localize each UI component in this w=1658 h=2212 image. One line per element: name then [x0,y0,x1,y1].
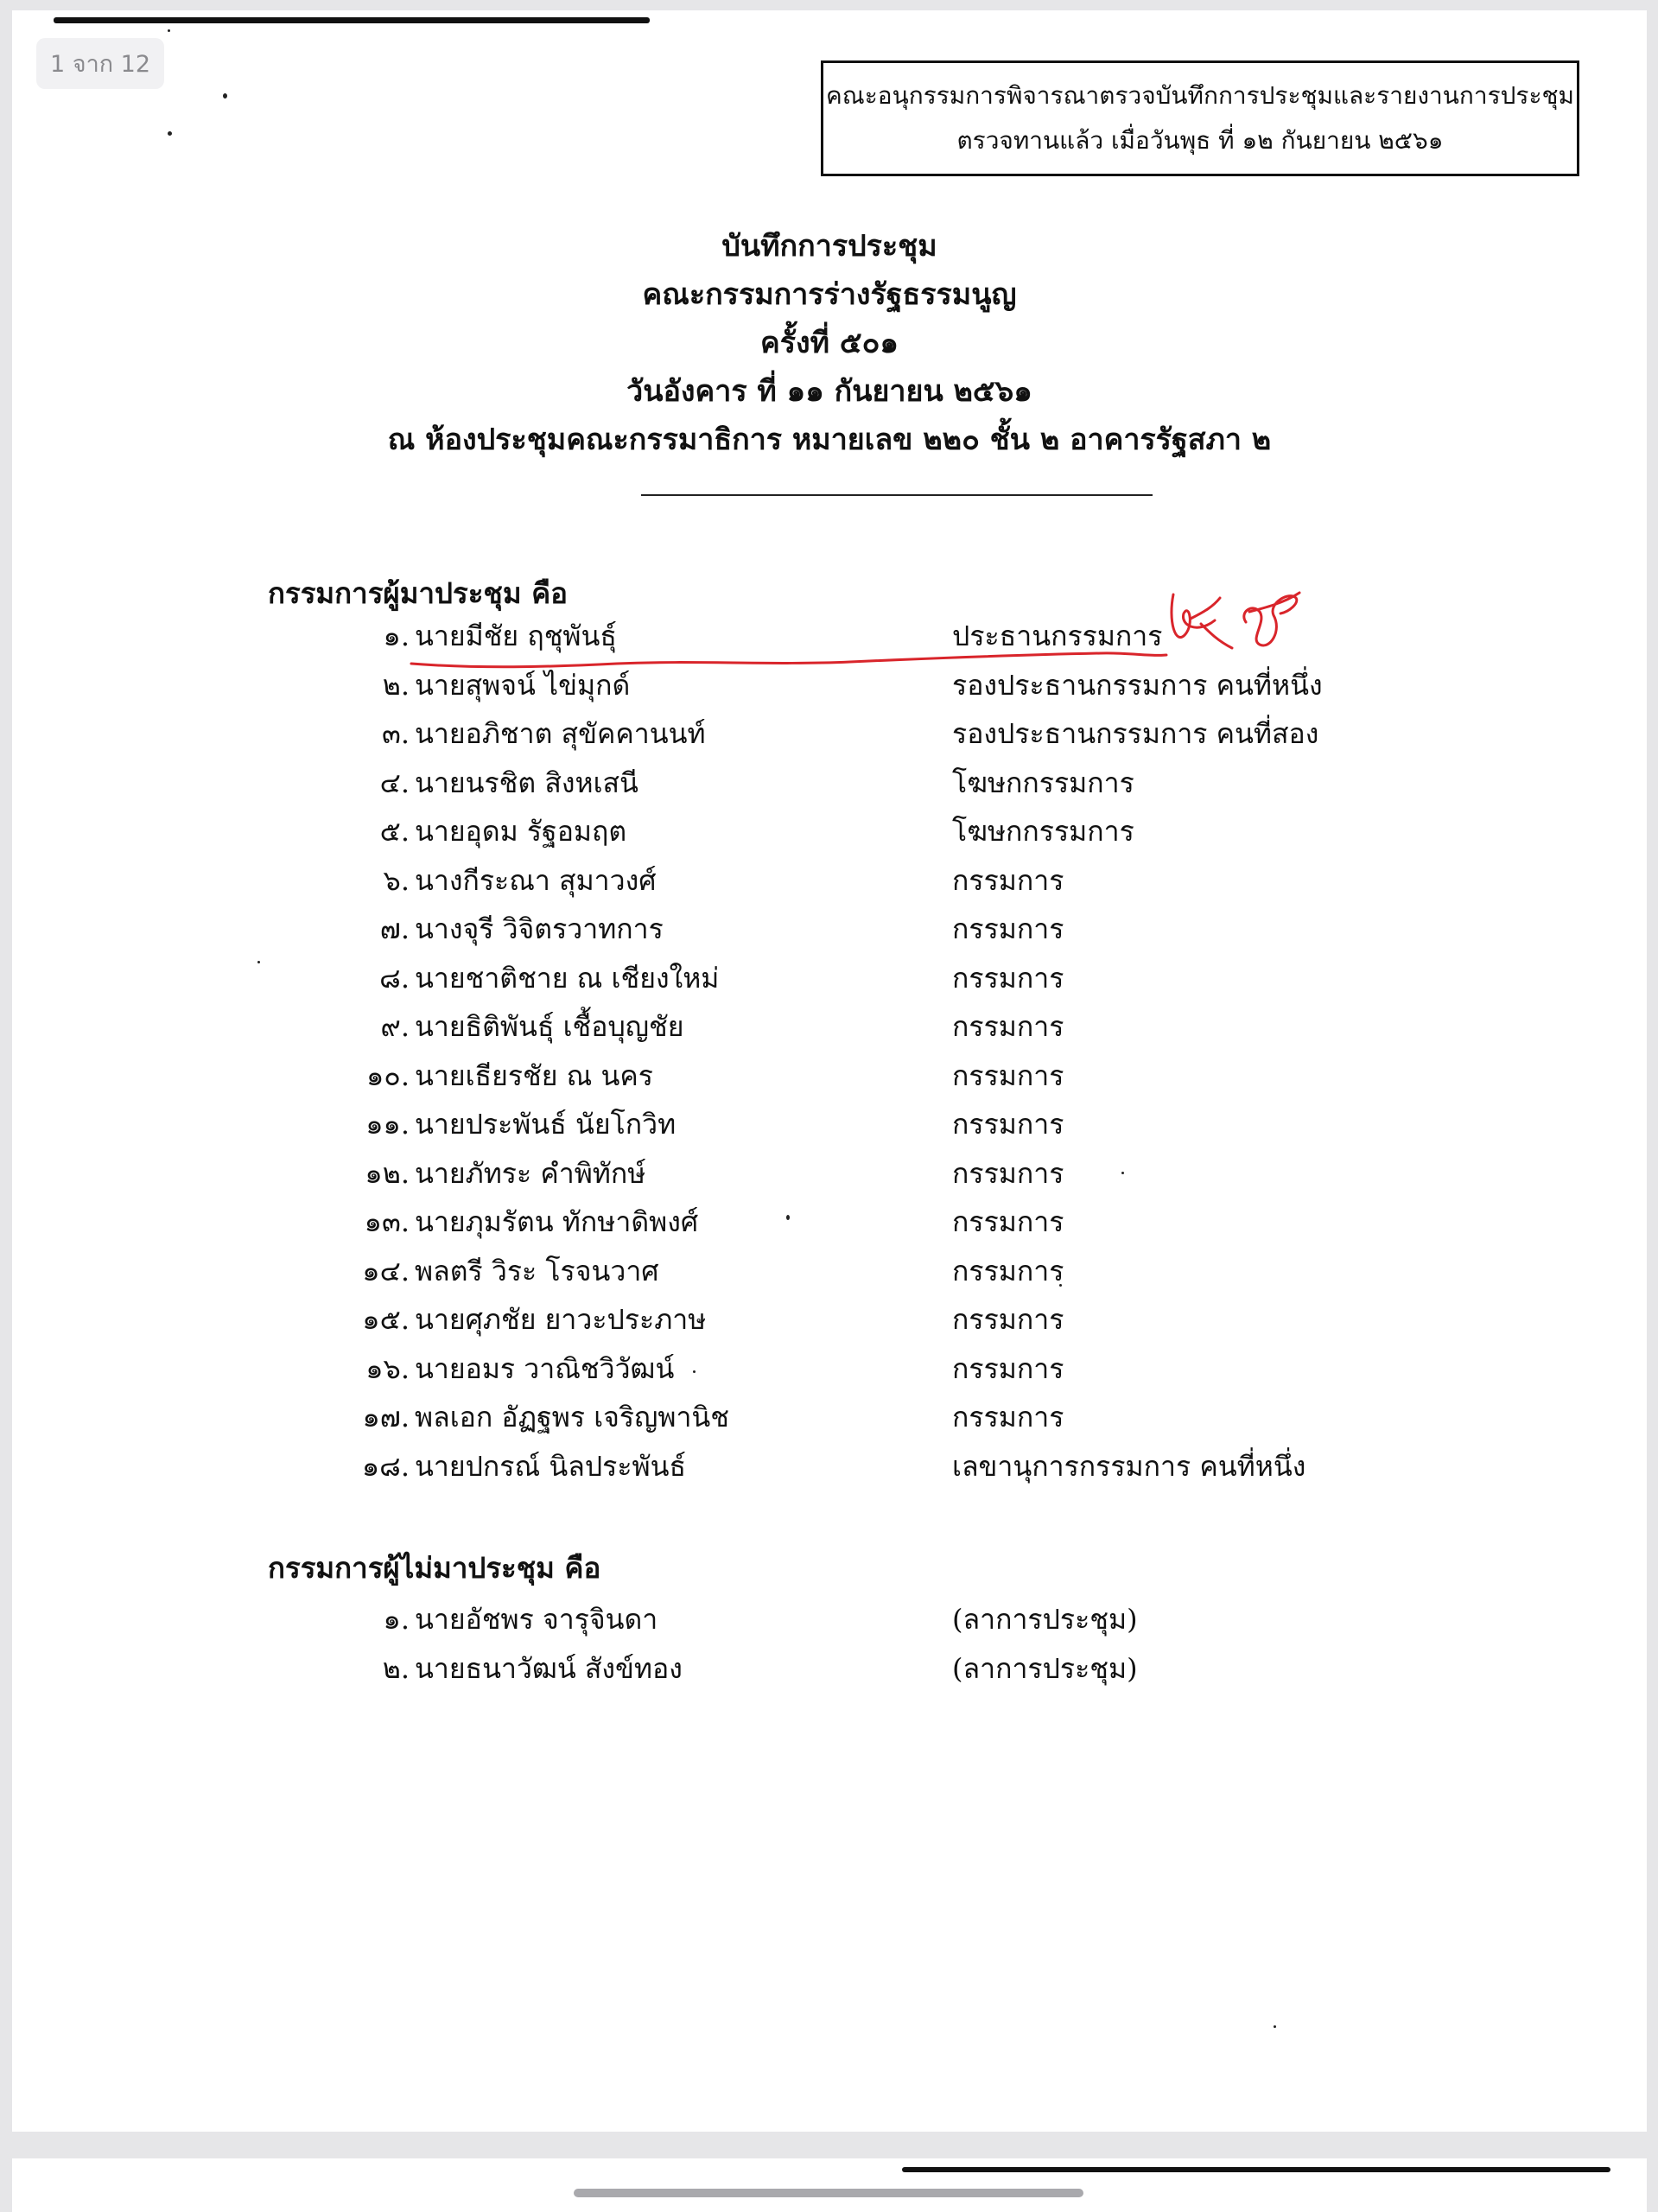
scan-artifact-line [902,2167,1610,2172]
member-position: กรรมการ [952,1058,1064,1092]
member-row [12,1295,1647,1344]
scan-artifact-line [54,17,650,23]
member-number: ๒. [382,1651,410,1685]
member-position: กรรมการ [952,1156,1064,1190]
member-name: นายธิติพันธุ์ เชื้อบุญชัย [415,1010,684,1043]
member-name: นายธนาวัฒน์ สังข์ทอง [415,1651,683,1685]
member-position: กรรมการ [952,1108,1064,1141]
member-number: ๙. [380,1010,410,1043]
member-number: ๑๔. [362,1254,410,1287]
member-row [12,807,1647,855]
red-pen-underline [410,638,1170,672]
member-position: รองประธานกรรมการ คนที่สอง [952,717,1319,750]
member-name: นายอมร วาณิชวิวัฒน์ [415,1351,675,1385]
member-number: ๒. [382,668,410,702]
member-row [12,905,1647,953]
absent-section-title: กรรมการผู้ไม่มาประชุม คือ [268,1551,601,1585]
member-name: นายมีชัย ฤชุพันธุ์ [415,620,617,652]
member-position: ประธานกรรมการ [952,620,1163,652]
member-row [12,1002,1647,1051]
member-number: ๕. [379,815,410,848]
member-position: กรรมการ [952,912,1064,945]
member-row [12,709,1647,758]
member-position: กรรมการ [952,1254,1064,1287]
member-position: โฆษกกรรมการ [952,815,1134,848]
scan-speck [1274,2025,1276,2028]
approval-line-2: ตรวจทานแล้ว เมื่อวันพุธ ที่ ๑๒ กันยายน ๒๕๖๑ [956,126,1444,155]
handwritten-initials-signature [1163,577,1301,660]
present-section-title: กรรมการผู้มาประชุม คือ [268,576,568,610]
member-row [12,1644,1647,1693]
approval-line-1: คณะอนุกรรมการพิจารณาตรวจบันทึกการประชุมและรายงานการประชุม [826,81,1574,110]
approval-stamp-box [821,60,1579,176]
member-number: ๑. [383,620,410,652]
member-name: นายนรชิต สิงหเสนี [415,766,638,799]
member-number: ๑. [383,1603,410,1636]
member-row [12,1100,1647,1148]
member-number: ๑๖. [365,1351,410,1385]
member-row [12,1595,1647,1643]
member-row [12,1149,1647,1198]
member-position: กรรมการ [952,1401,1064,1433]
member-name: นายภัทระ คำพิทักษ์ [415,1156,646,1190]
member-row [12,1442,1647,1491]
member-name: นายอภิชาต สุขัคคานนท์ [415,717,706,750]
member-row [12,1247,1647,1295]
meeting-venue: ณ ห้องประชุมคณะกรรมาธิการ หมายเลข ๒๒๐ ชั้น ๒ อาคารรัฐสภา ๒ [387,423,1272,457]
member-number: ๑๒. [365,1156,410,1190]
member-row [12,1198,1647,1246]
member-position: กรรมการ [952,961,1064,995]
member-name: นายปกรณ์ นิลประพันธ์ [415,1449,686,1483]
member-row [12,856,1647,905]
member-number: ๑๗. [362,1401,410,1433]
member-number: ๔. [379,766,410,799]
member-name: นางจุรี วิจิตรวาทการ [415,912,664,945]
member-name: นายสุพจน์ ไข่มุกด์ [415,668,631,702]
member-name: นายอัชพร จารุจินดา [415,1603,658,1636]
document-title: บันทึกการประชุม [721,229,937,264]
member-position: กรรมการ [952,1351,1064,1385]
scan-speck [168,29,170,32]
member-number: ๓. [381,717,410,750]
member-number: ๑๑. [365,1108,410,1141]
member-name: นายอุดม รัฐอมฤต [415,815,627,848]
member-name: นายเธียรชัย ณ นคร [415,1058,653,1092]
member-position: กรรมการ [952,1205,1064,1238]
document-header [12,222,1647,464]
member-row [12,759,1647,807]
meeting-date: วันอังคาร ที่ ๑๑ กันยายน ๒๕๖๑ [626,374,1032,409]
next-page-preview[interactable] [12,2158,1647,2212]
page-indicator: 1 จาก 12 [36,38,164,89]
session-number: ครั้งที่ ๕๐๑ [760,326,899,360]
member-number: ๑๓. [364,1205,410,1238]
scan-speck [168,131,172,136]
member-name: นายประพันธ์ นัยโกวิท [415,1108,677,1141]
home-indicator-bar[interactable] [574,2189,1083,2197]
header-divider [641,494,1153,496]
scan-speck [223,93,227,99]
member-name: นางกีระณา สุมาวงศ์ [415,863,657,897]
member-number: ๑๘. [361,1449,410,1483]
member-name: นายชาติชาย ณ เชียงใหม่ [415,961,720,995]
member-row [12,1052,1647,1100]
member-position: รองประธานกรรมการ คนที่หนึ่ง [952,668,1323,702]
member-number: ๑๐. [365,1058,410,1092]
member-number: ๖. [383,863,410,897]
document-page[interactable] [12,10,1647,2132]
committee-name: คณะกรรมการร่างรัฐธรรมนูญ [642,277,1017,312]
member-position: (ลาการประชุม) [952,1651,1138,1685]
member-name: นายภุมรัตน ทักษาดิพงศ์ [415,1205,699,1238]
member-position: กรรมการ [952,863,1064,897]
member-row [12,1393,1647,1441]
member-row [12,954,1647,1002]
member-name: พลเอก อัฏฐพร เจริญพานิช [415,1401,730,1433]
member-row [12,1344,1647,1393]
member-name: พลตรี วิระ โรจนวาศ [415,1254,659,1287]
member-number: ๗. [379,912,410,945]
member-position: กรรมการ [952,1303,1064,1336]
member-number: ๘. [379,961,410,995]
member-position: โฆษกกรรมการ [952,766,1134,799]
member-number: ๑๕. [362,1303,410,1336]
member-position: กรรมการ [952,1010,1064,1043]
member-position: เลขานุการกรรมการ คนที่หนึ่ง [952,1449,1306,1483]
member-name: นายศุภชัย ยาวะประภาษ [415,1303,707,1336]
member-position: (ลาการประชุม) [952,1603,1138,1636]
